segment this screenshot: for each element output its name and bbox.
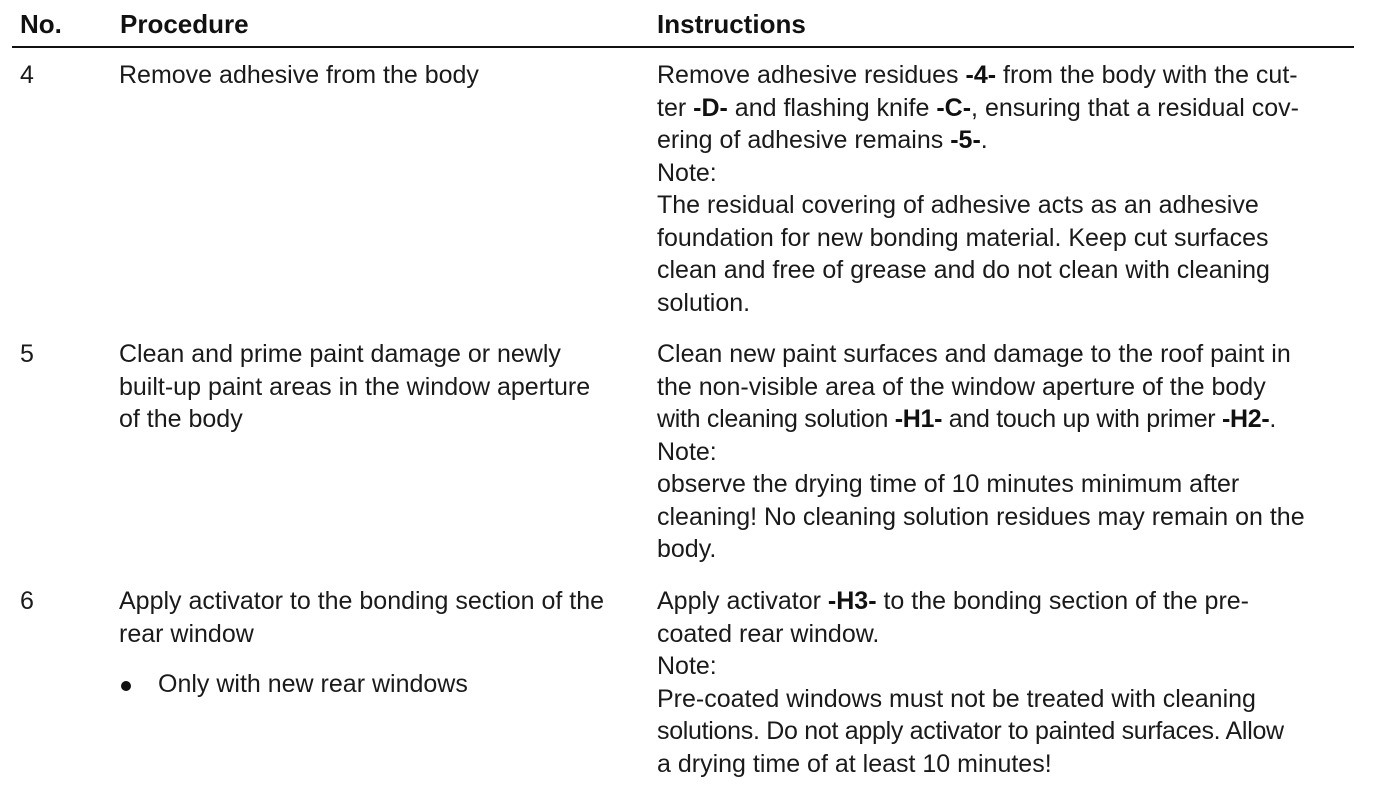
reference-label: -H2- — [1221, 405, 1270, 433]
instruction-line: Remove adhesive residues -4- from the body with the cut- — [657, 61, 1298, 89]
reference-label: -D- — [693, 93, 728, 122]
procedure-line: rear window — [119, 619, 254, 648]
note-line: cleaning! No cleaning solution residues may remain on the — [657, 502, 1305, 531]
instructions-row-5 — [657, 338, 1347, 566]
instruction-line: Apply activator -H3- to the bonding section of the pre- — [657, 587, 1250, 615]
note-line: Pre-coated windows must not be treated with cleaning — [657, 684, 1256, 713]
column-header-instructions: Instructions — [657, 9, 806, 39]
note-line: a drying time of at least 10 minutes! — [657, 749, 1052, 778]
procedure-remove-adhesive: Remove adhesive from the body — [119, 61, 479, 89]
row-number-4: 4 — [20, 61, 34, 89]
bullet-dot-icon — [121, 681, 131, 691]
procedure-line: of the body — [119, 405, 243, 433]
instruction-line: with cleaning solution -H1- and touch up with primer -H2-. — [657, 405, 1277, 433]
row-number-5: 5 — [20, 340, 34, 368]
reference-label: -4- — [965, 61, 997, 89]
note-label: Note: — [657, 437, 717, 466]
instructions-row-4 — [657, 59, 1347, 319]
note-label: Note: — [657, 158, 717, 187]
bullet-text: Only with new rear windows — [158, 670, 468, 698]
note-line: solution. — [657, 288, 751, 317]
note-line: solutions. Do not apply activator to painted surfaces. Allow — [657, 717, 1284, 745]
procedure-line: built-up paint areas in the window aperture — [119, 372, 591, 401]
note-line: foundation for new bonding material. Keep cut surfaces — [657, 223, 1269, 252]
row-number-6: 6 — [20, 587, 34, 615]
procedure-line: Clean and prime paint damage or newly — [119, 340, 561, 368]
instruction-line: Clean new paint surfaces and damage to the roof paint in — [657, 340, 1291, 368]
header-rule — [12, 46, 1354, 48]
reference-label: -C- — [936, 93, 972, 122]
note-line: The residual covering of adhesive acts as an adhesive — [657, 191, 1259, 219]
instruction-line: coated rear window. — [657, 619, 880, 648]
procedure-line: Apply activator to the bonding section of the — [119, 587, 605, 615]
reference-label: -5- — [950, 126, 981, 154]
procedure-clean-prime — [119, 338, 639, 436]
column-header-no: No. — [20, 9, 62, 39]
instruction-line: ering of adhesive remains -5-. — [657, 126, 988, 154]
reference-label: -H1- — [894, 405, 943, 433]
note-line: clean and free of grease and do not clean with cleaning — [657, 256, 1270, 284]
procedure-apply-activator — [119, 585, 639, 650]
note-line: observe the drying time of 10 minutes minimum after — [657, 470, 1240, 498]
reference-label: -H3- — [827, 587, 877, 615]
bullet-item — [119, 668, 468, 701]
column-header-procedure: Procedure — [120, 9, 249, 39]
instruction-line: ter -D- and flashing knife -C-, ensuring that a residual cov- — [657, 93, 1300, 122]
instructions-row-6 — [657, 585, 1347, 780]
note-line: body. — [657, 535, 717, 563]
instruction-line: the non-visible area of the window aperture of the body — [657, 372, 1266, 401]
note-label: Note: — [657, 652, 717, 680]
